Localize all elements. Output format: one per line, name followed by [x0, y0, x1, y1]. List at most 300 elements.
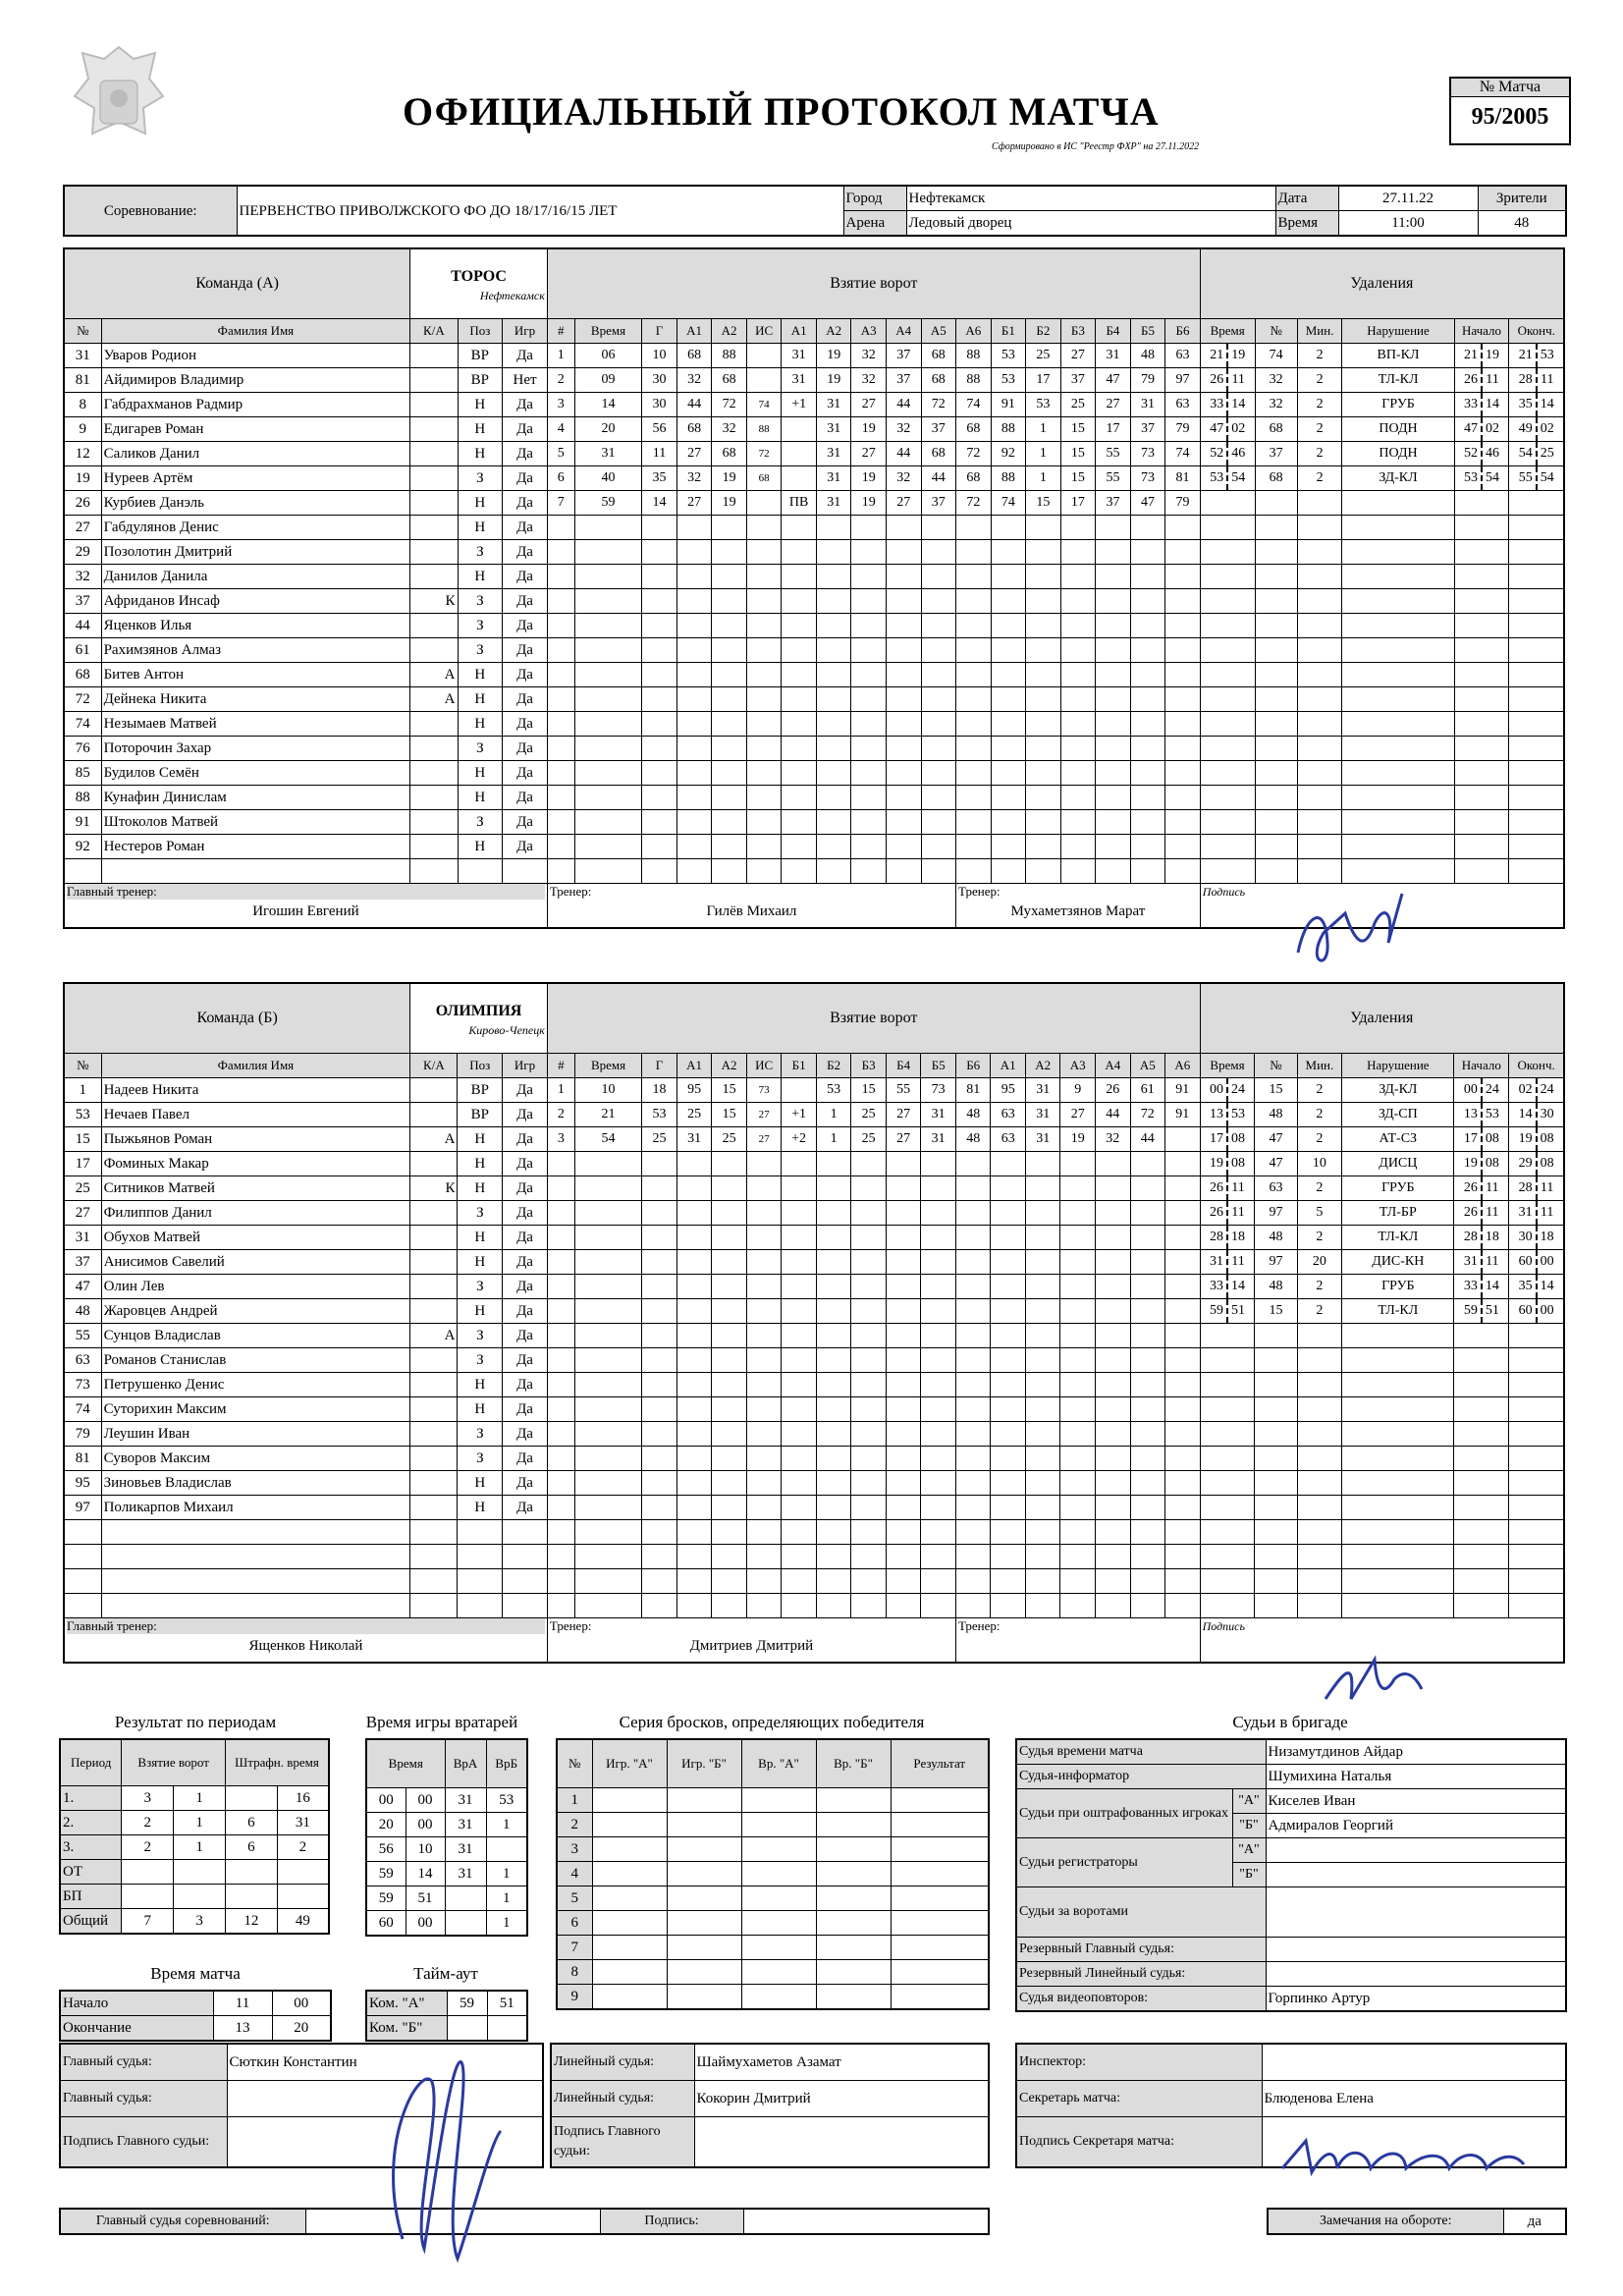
team_b-goal-cell: [1025, 1348, 1060, 1373]
team_a-row: [64, 859, 1564, 884]
team_a-player-cell: З: [458, 540, 503, 565]
team_a-goal-cell: [1060, 810, 1096, 835]
team_b-goal-cell: [851, 1520, 887, 1545]
period-cell: 16: [277, 1786, 329, 1811]
team_b-goal-cell: [642, 1299, 677, 1324]
team_a-goal-cell: [886, 737, 921, 761]
team_b-player-cell: З: [458, 1447, 503, 1471]
team_a-penalty-cell: [1342, 614, 1454, 638]
registrar-b-name: [1266, 1863, 1566, 1887]
team_b-goal-cell: [574, 1250, 642, 1275]
team_b-goal-cell: [1165, 1324, 1201, 1348]
team_b-goal-cell: [676, 1373, 712, 1397]
team_b-col-penalty: Начало: [1454, 1054, 1509, 1078]
team_b-goal-cell: [1060, 1373, 1096, 1397]
team_b-penalty-cell: [1509, 1520, 1564, 1545]
team_a-goal-cell: 37: [1096, 491, 1131, 516]
team_b-player-cell: [410, 1496, 458, 1520]
team_b-goal-cell: 25: [712, 1127, 747, 1152]
team_a-player-cell: Данилов Данила: [101, 565, 410, 589]
team_b-goal-cell: [991, 1226, 1026, 1250]
team_a-goal-cell: [746, 835, 782, 859]
shootout-row-number: 9: [557, 1985, 592, 2010]
team_b-city: Кирово-Чепецк: [468, 1023, 545, 1037]
team_b-goal-cell: [712, 1569, 747, 1594]
team_a-goal-cell: 31: [1130, 393, 1165, 417]
periods-col-goals: Взятие ворот: [122, 1739, 226, 1786]
team_a-penalty-time: 54: [1231, 470, 1246, 485]
team_a-goal-cell: [1060, 786, 1096, 810]
team_b-goal-cell: [574, 1447, 642, 1471]
team_a-goal-cell: [782, 516, 817, 540]
page-title: ОФИЦИАЛЬНЫЙ ПРОТОКОЛ МАТЧА: [403, 89, 1160, 134]
team_a-penalty-cell: ПОДН: [1342, 442, 1454, 466]
team_a-goal-cell: [1165, 761, 1201, 786]
team_b-goal-cell: [816, 1250, 851, 1275]
team_b-penalty-cell: [1509, 1127, 1564, 1152]
team_a-goal-cell: 37: [1130, 417, 1165, 442]
team_a-row: [64, 491, 1564, 516]
team_a-player-cell: Поторочин Захар: [101, 737, 410, 761]
team_a-penalty-cell: 68: [1255, 466, 1297, 491]
team_b-goal-cell: [712, 1545, 747, 1569]
team_b-penalty-cell: [1454, 1569, 1509, 1594]
team_a-goal-cell: [816, 687, 851, 712]
team_a-goal-cell: [712, 786, 747, 810]
team_a-player-cell: [410, 810, 458, 835]
team_b-goal-cell: [1130, 1226, 1165, 1250]
team_a-player-cell: Незымаев Матвей: [101, 712, 410, 737]
shootout-cell: [891, 1960, 989, 1985]
team_b-goal-cell: [642, 1226, 677, 1250]
team_b-goal-cell: [642, 1152, 677, 1176]
period-cell: 6: [225, 1811, 277, 1835]
team_a-goal-cell: [712, 737, 747, 761]
team_a-col-goal: Г: [642, 319, 677, 344]
team_a-player-cell: Н: [458, 516, 503, 540]
team_a-penalty-cell: ГРУБ: [1342, 393, 1454, 417]
team_a-penalty-cell: [1509, 687, 1564, 712]
team_a-goal-cell: [921, 516, 956, 540]
team_a-goal-cell: 48: [1130, 344, 1165, 368]
team_b-penalty-cell: 15: [1255, 1299, 1297, 1324]
team_b-penalty-time: 31: [1207, 1250, 1228, 1274]
team_a-player-cell: Габдрахманов Радмир: [101, 393, 410, 417]
team_b-goal-cell: [921, 1324, 956, 1348]
team_b-goal-cell: 73: [921, 1078, 956, 1103]
team_a-penalty-cell: [1454, 393, 1509, 417]
team_a-player-cell: [410, 368, 458, 393]
team_b-goal-cell: 26: [1096, 1078, 1131, 1103]
line-referees-table: [550, 2043, 990, 2168]
team_b-player-cell: Н: [458, 1496, 503, 1520]
team_b-goal-cell: [547, 1299, 574, 1324]
team_a-penalty-cell: [1297, 761, 1342, 786]
team_a-player-cell: 91: [64, 810, 101, 835]
team_b-goal-cell: 25: [676, 1103, 712, 1127]
team_b-goal-cell: [642, 1545, 677, 1569]
team_a-penalty-cell: [1200, 393, 1255, 417]
shootout-row-number: 7: [557, 1936, 592, 1960]
team_a-penalty-time: 26: [1461, 368, 1483, 392]
team_b-penalty-time: 14: [1516, 1103, 1538, 1126]
team_b-player-cell: З: [458, 1324, 503, 1348]
coach-b-signature: [1316, 1650, 1434, 1719]
team_b-penalty-time: 51: [1230, 1303, 1245, 1318]
team_a-goal-cell: [1130, 859, 1165, 884]
team_b-penalty-cell: [1454, 1250, 1509, 1275]
team_a-player-cell: Габдулянов Денис: [101, 516, 410, 540]
team_a-goal-cell: 27: [851, 442, 887, 466]
team_a-goal-cell: [782, 859, 817, 884]
team_a-goal-cell: [642, 663, 677, 687]
team_b-player-cell: 48: [64, 1299, 101, 1324]
team_a-penalty-cell: [1200, 516, 1255, 540]
team_a-penalty-cell: [1509, 786, 1564, 810]
team_a-penalty-cell: [1255, 786, 1297, 810]
team_b-goal-cell: [1096, 1373, 1131, 1397]
team_b-goal-cell: [1096, 1226, 1131, 1250]
team_b-penalty-time: 00: [1540, 1303, 1554, 1318]
team_b-goal-cell: [642, 1275, 677, 1299]
team_a-goal-cell: [574, 810, 642, 835]
team_a-penalty-time: 02: [1540, 421, 1554, 436]
team_a-goal-cell: 37: [921, 417, 956, 442]
team_b-penalty-cell: 2: [1297, 1103, 1342, 1127]
date-value: 27.11.22: [1338, 186, 1478, 211]
team_a-goal-cell: [1096, 761, 1131, 786]
team_b-penalty-time: 51: [1485, 1303, 1499, 1318]
team_a-goal-cell: 31: [816, 393, 851, 417]
period-cell: [174, 1885, 226, 1909]
team_a-goal-cell: 20: [574, 417, 642, 442]
shootout-cell: [816, 1788, 891, 1813]
team_b-goal-cell: [991, 1299, 1026, 1324]
team_b-penalty-cell: [1509, 1447, 1564, 1471]
team_b-goal-cell: [991, 1397, 1026, 1422]
goalie-cell: 10: [406, 1837, 445, 1862]
team_a-player-cell: Нуреев Артём: [101, 466, 410, 491]
team_b-goal-cell: [886, 1324, 921, 1348]
team_a-player-cell: 76: [64, 737, 101, 761]
team_b-goal-cell: 15: [851, 1078, 887, 1103]
team_a-penalty-cell: [1454, 491, 1509, 516]
team_b-penalty-cell: [1454, 1348, 1509, 1373]
team_a-goal-cell: [574, 663, 642, 687]
goalie-cell: 31: [445, 1788, 486, 1813]
team_b-goal-cell: [1130, 1422, 1165, 1447]
team_a-penalty-cell: [1454, 417, 1509, 442]
team_b-goal-cell: [676, 1422, 712, 1447]
informer-label: Судья-информатор: [1016, 1765, 1266, 1789]
team_a-col-penalty: №: [1255, 319, 1297, 344]
team_a-col-goal: #: [547, 319, 574, 344]
team_a-penalty-cell: [1297, 712, 1342, 737]
team_a-goal-cell: [816, 786, 851, 810]
period-cell: [225, 1786, 277, 1811]
team_b-penalty-time: 00: [1207, 1078, 1228, 1102]
team_a-penalty-time: 47: [1461, 417, 1483, 441]
timeout-b-label: Ком. "Б": [366, 2016, 447, 2042]
team_b-row: [64, 1397, 1564, 1422]
team_a-penalty-time: 55: [1516, 466, 1538, 490]
team_a-goal-cell: 56: [642, 417, 677, 442]
team_a-penalty-cell: [1509, 712, 1564, 737]
team_a-goal-cell: 72: [921, 393, 956, 417]
shootout-cell: [592, 1985, 667, 2010]
team_b-row: [64, 1594, 1564, 1618]
team_b-goal-cell: [782, 1373, 817, 1397]
team_b-col-onice: А6: [1165, 1054, 1201, 1078]
team_a-goal-cell: [1130, 835, 1165, 859]
team_b-goal-cell: [886, 1496, 921, 1520]
team_a-penalty-cell: [1509, 393, 1564, 417]
team_b-goal-cell: [886, 1594, 921, 1618]
team_a-goal-cell: [712, 712, 747, 737]
shootout-cell: [741, 1788, 816, 1813]
team_a-goal-cell: [782, 589, 817, 614]
team_a-goal-cell: 37: [886, 344, 921, 368]
team_a-col-onice: А2: [816, 319, 851, 344]
team_a-penalty-cell: 2: [1297, 417, 1342, 442]
team_a-penalty-cell: [1255, 540, 1297, 565]
team_a-goal-cell: 53: [991, 368, 1026, 393]
team_a-penalty-cell: [1454, 614, 1509, 638]
spectators-label: Зрители: [1478, 186, 1566, 211]
team_b-penalty-cell: 48: [1255, 1103, 1297, 1127]
team_a-goal-cell: [547, 687, 574, 712]
team_a-goal-cell: [886, 565, 921, 589]
notes-label: Замечания на обороте:: [1268, 2209, 1503, 2234]
period-cell: 1: [174, 1811, 226, 1835]
team_b-penalty-time: 29: [1516, 1152, 1538, 1175]
team_a-penalty-cell: [1200, 466, 1255, 491]
team_b-penalty-cell: 47: [1255, 1127, 1297, 1152]
team_b-penalty-cell: [1200, 1078, 1255, 1103]
team_b-player-cell: [101, 1569, 410, 1594]
team_b-goal-cell: [1096, 1422, 1131, 1447]
shootout-cell: [592, 1936, 667, 1960]
team_a-goal-cell: [676, 712, 712, 737]
team_a-penalty-cell: [1297, 491, 1342, 516]
team_b-penalty-cell: [1509, 1103, 1564, 1127]
team_b-penalty-cell: [1509, 1569, 1564, 1594]
team_a-head-coach: Игошин Евгений: [252, 903, 359, 919]
team_b-col-onice: А5: [1130, 1054, 1165, 1078]
team_a-goal-cell: [547, 712, 574, 737]
team_b-goal-cell: [1060, 1594, 1096, 1618]
team_a-goal-cell: [991, 810, 1026, 835]
team_a-penalty-cell: [1297, 614, 1342, 638]
team_a-col-goal: Время: [574, 319, 642, 344]
team_a-goal-cell: [1130, 565, 1165, 589]
team_b-goal-cell: [886, 1569, 921, 1594]
team_b-goal-cell: 95: [676, 1078, 712, 1103]
team_a-penalty-cell: 2: [1297, 466, 1342, 491]
team_b-penalty-cell: [1454, 1152, 1509, 1176]
team_b-goal-cell: 1: [816, 1103, 851, 1127]
team_b-goal-cell: 63: [991, 1127, 1026, 1152]
chief-referee-label: Главный судья соревнований:: [60, 2209, 305, 2234]
team_b-penalty-cell: [1255, 1594, 1297, 1618]
team_b-player-cell: Да: [503, 1201, 548, 1226]
team_b-player-cell: К: [410, 1176, 458, 1201]
team_b-penalty-cell: [1509, 1226, 1564, 1250]
team_b-goal-cell: [547, 1250, 574, 1275]
team_b-goal-cell: [712, 1496, 747, 1520]
team_b-goal-cell: [1130, 1152, 1165, 1176]
team_a-goal-cell: [712, 638, 747, 663]
team_b-player-cell: [410, 1348, 458, 1373]
team_a-col-onice: Б3: [1060, 319, 1096, 344]
team_b-penalty-time: 18: [1230, 1230, 1245, 1244]
team_a-goal-cell: [991, 687, 1026, 712]
team_b-col-onice: Б6: [955, 1054, 991, 1078]
goalies-title: Время игры вратарей: [365, 1713, 518, 1731]
team_b-goal-cell: [816, 1520, 851, 1545]
team_b-goal-cell: [547, 1569, 574, 1594]
team_b-goal-cell: [676, 1447, 712, 1471]
team_a-goal-cell: 72: [746, 442, 782, 466]
team_b-player-cell: Да: [503, 1348, 548, 1373]
time-label: Время: [1275, 211, 1338, 237]
team_b-goal-cell: [991, 1422, 1026, 1447]
team_a-penalty-cell: [1509, 835, 1564, 859]
team_b-goal-cell: [816, 1324, 851, 1348]
team_b-goal-cell: 44: [1130, 1127, 1165, 1152]
team_a-goal-cell: [851, 835, 887, 859]
team_a-goal-cell: 68: [956, 466, 992, 491]
team_a-goal-cell: [642, 516, 677, 540]
team_a-goal-cell: [642, 712, 677, 737]
team_a-goal-cell: [1026, 761, 1061, 786]
team_b-player-cell: Да: [503, 1250, 548, 1275]
team_a-goal-cell: [642, 687, 677, 712]
period-cell: 2: [122, 1811, 174, 1835]
team_b-goal-cell: [1060, 1520, 1096, 1545]
shootout-cell: [891, 1886, 989, 1911]
team_a-player-cell: [410, 417, 458, 442]
reserve-main-label: Резервный Главный судья:: [1016, 1938, 1266, 1962]
team_a-col-roster: Поз: [458, 319, 503, 344]
team_b-penalty-cell: [1342, 1373, 1454, 1397]
team_a-penalty-cell: [1297, 540, 1342, 565]
team_b-player-cell: Петрушенко Денис: [101, 1373, 410, 1397]
team_a-name-cell: [410, 248, 548, 319]
team_a-goal-cell: [921, 687, 956, 712]
team_b-goal-cell: 31: [1025, 1127, 1060, 1152]
team_a-goal-cell: [816, 614, 851, 638]
team_b-penalties-title: Удаления: [1200, 983, 1564, 1054]
team_a-goal-cell: [921, 540, 956, 565]
team_b-goal-cell: [1096, 1594, 1131, 1618]
team_b-penalty-time: 08: [1540, 1156, 1554, 1171]
team_b-penalty-cell: [1200, 1594, 1255, 1618]
match-start-h: 11: [213, 1991, 272, 2016]
team_a-goal-cell: [547, 810, 574, 835]
team_a-goal-cell: 68: [712, 368, 747, 393]
shootout-cell: [741, 1813, 816, 1837]
team_a-penalty-cell: [1342, 540, 1454, 565]
period-cell: 6: [225, 1835, 277, 1860]
team_b-player-cell: Н: [458, 1397, 503, 1422]
team_a-penalty-cell: [1342, 810, 1454, 835]
match-time-table: [59, 1990, 332, 2042]
team_a-row: [64, 466, 1564, 491]
team_a-goal-cell: 68: [956, 417, 992, 442]
team_b-goal-cell: [955, 1299, 991, 1324]
team-b-section: [63, 982, 1565, 1664]
team_b-goal-cell: [851, 1176, 887, 1201]
team_b-penalty-cell: 2: [1297, 1299, 1342, 1324]
team_b-goal-cell: 15: [712, 1078, 747, 1103]
shootout-col: Игр. "Б": [667, 1739, 741, 1788]
team_a-penalty-cell: [1454, 712, 1509, 737]
team_a-goal-cell: [956, 859, 992, 884]
team_a-player-cell: 92: [64, 835, 101, 859]
team_b-goal-cell: [816, 1226, 851, 1250]
team_b-goal-cell: [1165, 1127, 1201, 1152]
team_a-goal-cell: 68: [921, 442, 956, 466]
team_b-player-cell: [410, 1447, 458, 1471]
team_a-goal-cell: 15: [1060, 417, 1096, 442]
team_b-goal-cell: [676, 1226, 712, 1250]
team_a-player-cell: Дейнека Никита: [101, 687, 410, 712]
team_b-row: [64, 1520, 1564, 1545]
team_b-player-cell: Да: [503, 1496, 548, 1520]
team_b-name: ОЛИМПИЯ: [435, 1003, 522, 1019]
team_a-goal-cell: 31: [574, 442, 642, 466]
team_a-player-cell: 44: [64, 614, 101, 638]
shootout-cell: [592, 1911, 667, 1936]
team_a-goal-cell: [816, 712, 851, 737]
team_b-penalty-cell: [1342, 1545, 1454, 1569]
team_b-penalty-cell: [1255, 1324, 1297, 1348]
team_b-penalty-time: 31: [1461, 1250, 1483, 1274]
team-a-section: [63, 247, 1565, 929]
team_a-goal-cell: [676, 565, 712, 589]
team_b-goal-cell: [851, 1422, 887, 1447]
team_a-penalty-cell: [1200, 417, 1255, 442]
team_a-penalty-cell: [1509, 516, 1564, 540]
team_a-goal-cell: 31: [816, 466, 851, 491]
team_a-row: [64, 565, 1564, 589]
shootout-cell: [741, 1862, 816, 1886]
team_a-goal-cell: [746, 859, 782, 884]
team_a-goal-cell: [547, 614, 574, 638]
team_b-player-cell: Жаровцев Андрей: [101, 1299, 410, 1324]
team_b-goal-cell: [1130, 1201, 1165, 1226]
team_b-penalty-cell: [1342, 1471, 1454, 1496]
team_b-goal-cell: [746, 1201, 782, 1226]
team_b-player-cell: [410, 1250, 458, 1275]
team_a-goal-cell: [1026, 638, 1061, 663]
team_a-goal-cell: [574, 614, 642, 638]
team_a-penalty-cell: 68: [1255, 417, 1297, 442]
team_a-player-cell: Да: [503, 565, 548, 589]
team_b-penalty-cell: [1509, 1152, 1564, 1176]
arena-label: Арена: [843, 211, 906, 237]
team_b-goal-cell: [886, 1226, 921, 1250]
shootout-cell: [667, 1837, 741, 1862]
team_a-goal-cell: [1130, 540, 1165, 565]
team_b-goal-cell: 21: [574, 1103, 642, 1127]
team_a-col-onice: Б5: [1130, 319, 1165, 344]
goalie-cell: 53: [486, 1788, 527, 1813]
team_a-player-cell: [64, 859, 101, 884]
team_b-penalty-cell: ДИС-КН: [1342, 1250, 1454, 1275]
team_b-goal-cell: [676, 1299, 712, 1324]
